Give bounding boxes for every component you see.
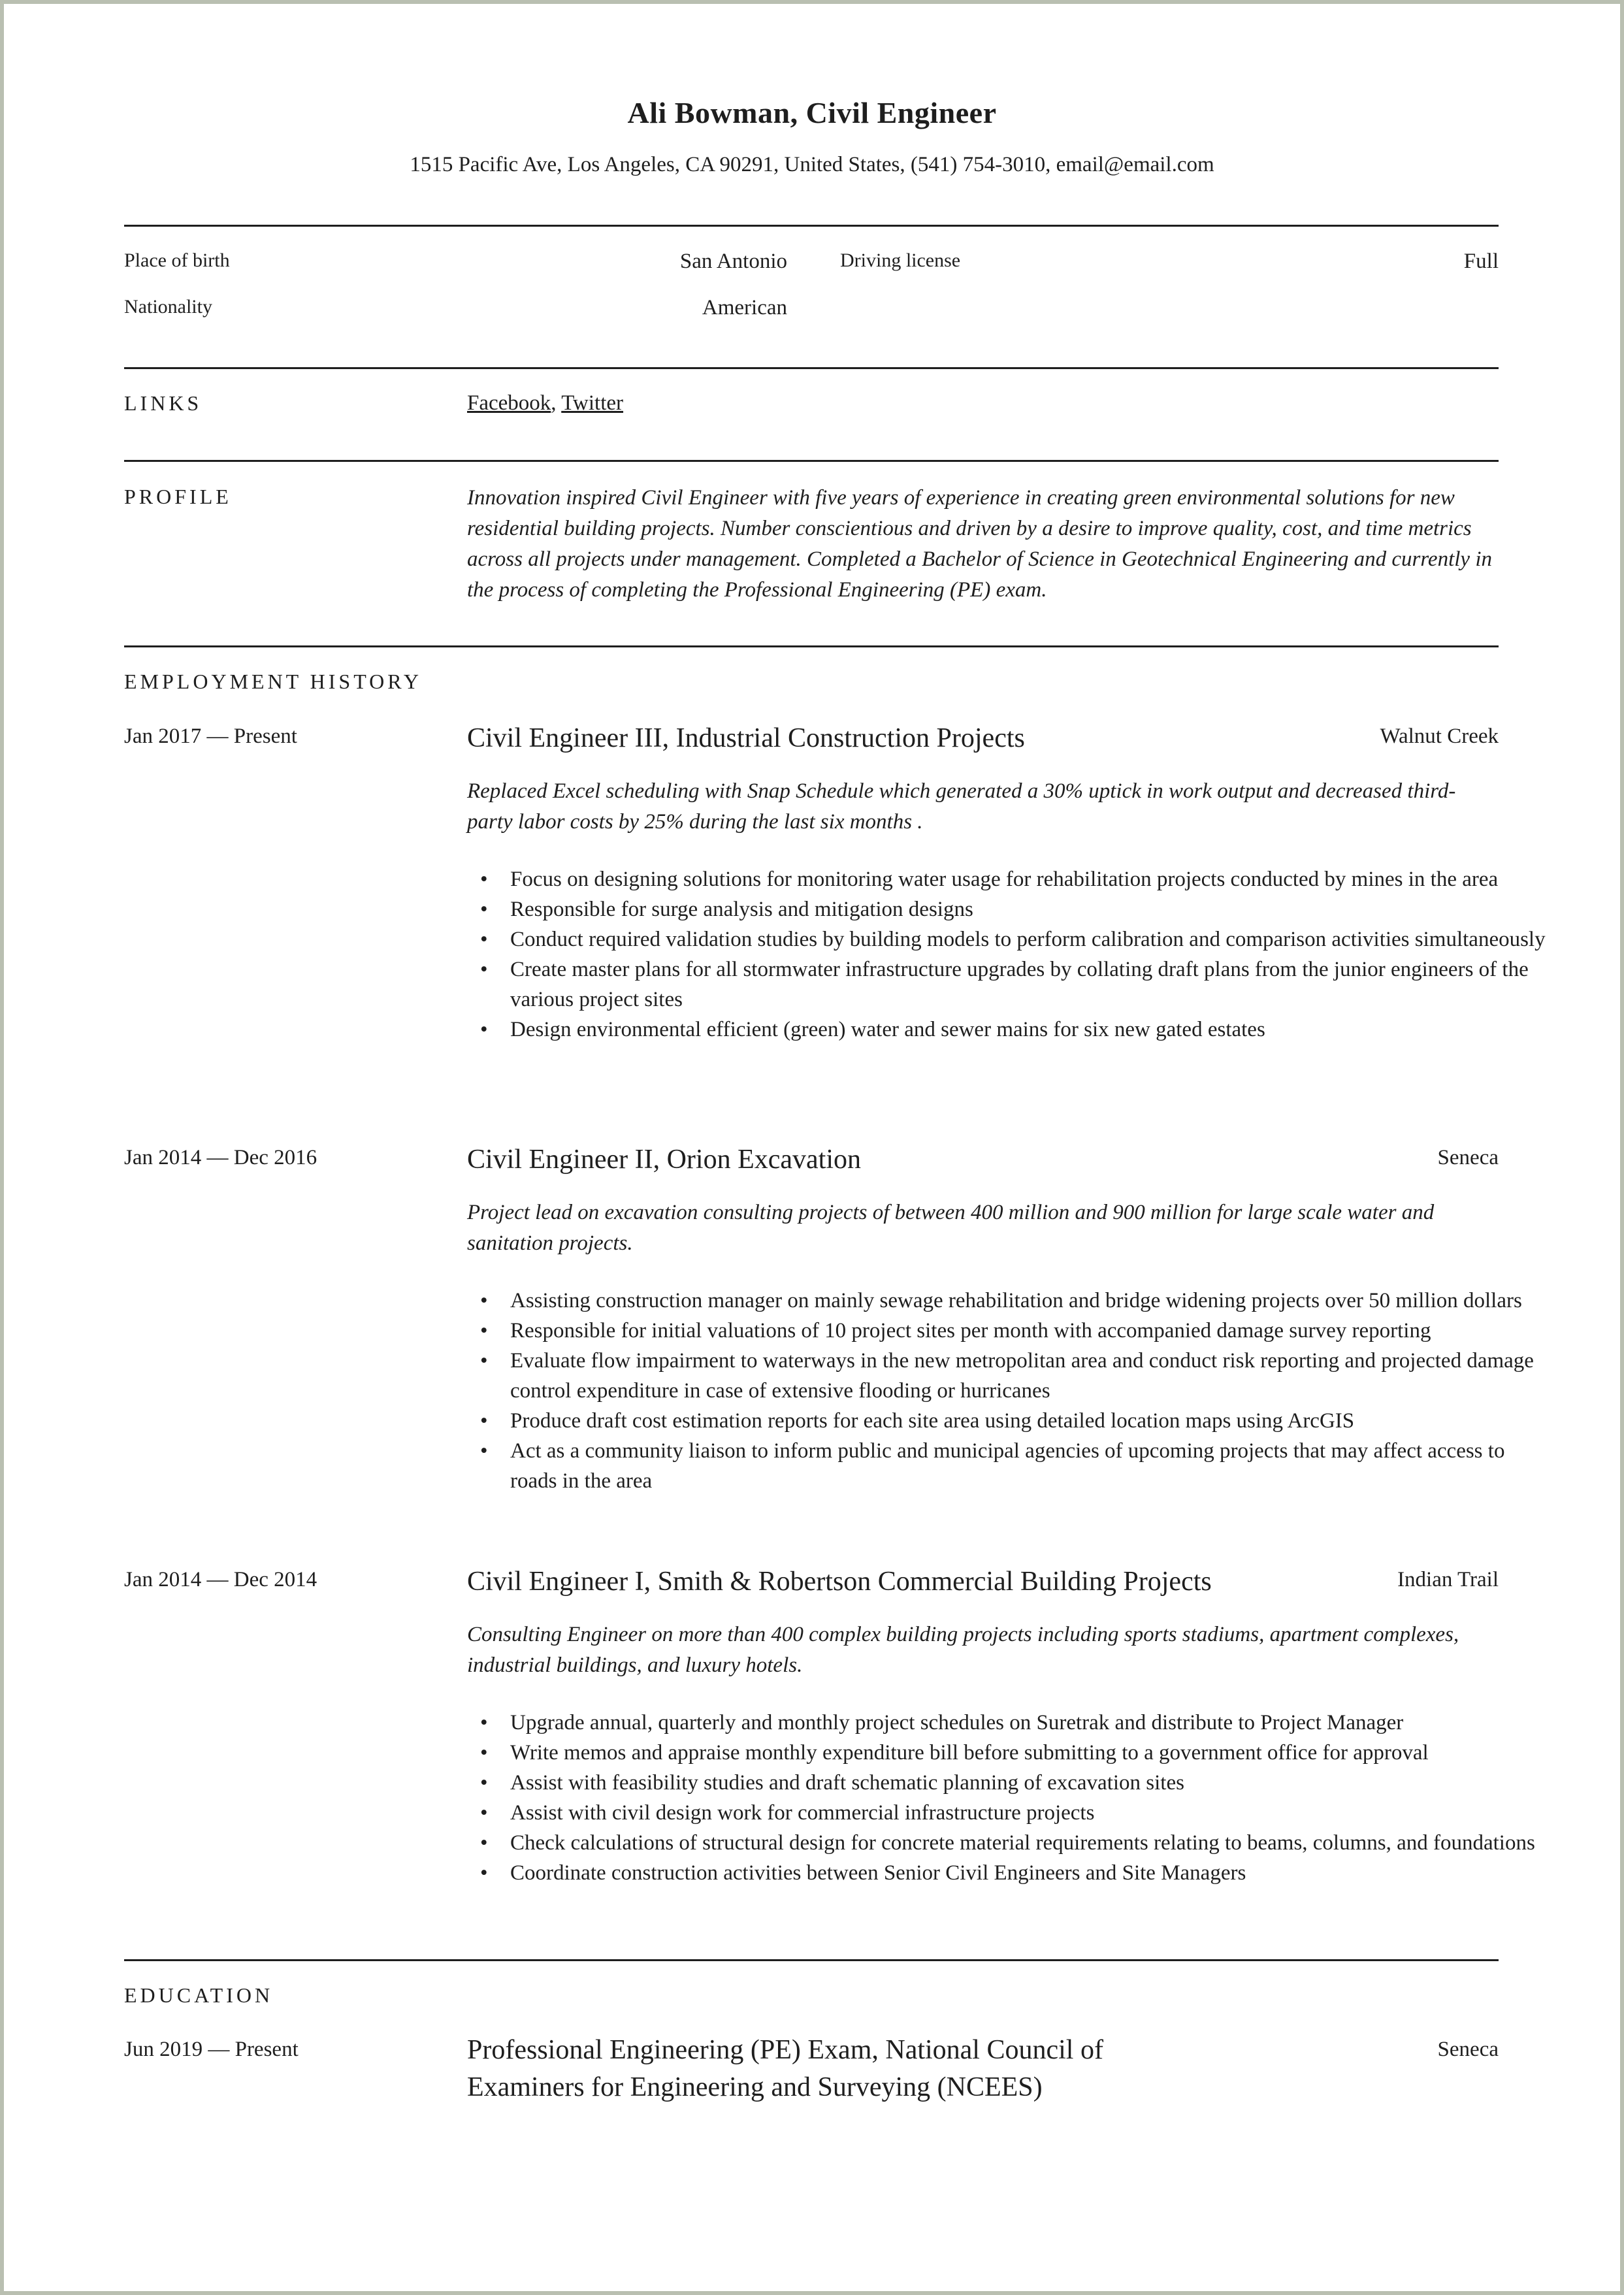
links-heading: LINKS xyxy=(124,391,203,415)
driving-license-label: Driving license xyxy=(840,250,961,271)
place-of-birth-label: Place of birth xyxy=(124,250,230,271)
twitter-link[interactable]: Twitter xyxy=(561,391,624,415)
education-title-line: Professional Engineering (PE) Exam, National Council of xyxy=(467,2035,1103,2065)
links-list xyxy=(467,391,623,415)
profile-text: Innovation inspired Civil Engineer with five years of experience in creating green environmental solutions for new residential building projects. Number conscientious and driven by a desire to improve quality, cost, and time metrics across all projects under management. Completed a Bachelor of Science in Geotechnical Engineering and currently in the process of completing the Professional Engineering (PE) exam. xyxy=(467,486,1492,602)
list-item: • Produce draft cost estimation reports for each site area using detailed location maps using ArcGIS xyxy=(510,1406,1549,1436)
job-bullets xyxy=(467,1708,1549,1888)
employment-heading: EMPLOYMENT HISTORY xyxy=(124,670,422,693)
list-item: • Check calculations of structural design for concrete material requirements relating to beams, columns, and foundations xyxy=(510,1828,1549,1858)
job-title: Civil Engineer I, Smith & Robertson Commercial Building Projects xyxy=(467,1567,1212,1597)
job-location: Seneca xyxy=(1437,1146,1499,1169)
list-item: • Conduct required validation studies by building models to perform calibration and comparison activities simultaneously xyxy=(510,924,1549,954)
job-title: Civil Engineer II, Orion Excavation xyxy=(467,1145,861,1175)
job-summary: Project lead on excavation consulting projects of between 400 million and 900 million for large scale water and sanitation projects. xyxy=(467,1201,1435,1255)
education-heading: EDUCATION xyxy=(124,1983,274,2007)
divider xyxy=(124,645,1499,647)
list-item: • Create master plans for all stormwater infrastructure upgrades by collating draft plans from the junior engineers of the various project sites xyxy=(510,954,1549,1015)
job-location: Walnut Creek xyxy=(1380,724,1499,748)
divider xyxy=(124,1959,1499,1961)
list-item: • Evaluate flow impairment to waterways in the new metropolitan area and conduct risk reporting and projected damage control expenditure in case of extensive flooding or hurricanes xyxy=(510,1346,1549,1406)
list-item: • Design environmental efficient (green) water and sewer mains for six new gated estates xyxy=(510,1015,1549,1045)
list-item: • Write memos and appraise monthly expenditure bill before submitting to a government office for approval xyxy=(510,1738,1549,1768)
list-item: • Focus on designing solutions for monitoring water usage for rehabilitation projects conducted by mines in the area xyxy=(510,864,1549,894)
job-bullets xyxy=(467,864,1549,1045)
candidate-name: Ali Bowman, Civil Engineer xyxy=(627,96,997,129)
place-of-birth-value: San Antonio xyxy=(679,250,787,273)
education-title xyxy=(467,2032,1251,2106)
list-item: • Upgrade annual, quarterly and monthly project schedules on Suretrak and distribute to Project Manager xyxy=(510,1708,1549,1738)
job-summary: Replaced Excel scheduling with Snap Schedule which generated a 30% uptick in work output and decreased third-party labor costs by 25% during the last six months . xyxy=(467,779,1456,834)
list-item: • Assisting construction manager on mainly sewage rehabilitation and bridge widening projects over 50 million dollars xyxy=(510,1286,1549,1316)
resume-page xyxy=(4,4,1620,2291)
contact-line: 1515 Pacific Ave, Los Angeles, CA 90291, United States, (541) 754-3010, email@email.com xyxy=(410,153,1214,176)
list-item: • Act as a community liaison to inform public and municipal agencies of upcoming projects that may affect access to roads in the area xyxy=(510,1436,1549,1496)
nationality-label: Nationality xyxy=(124,296,212,317)
job-dates: Jan 2014 — Dec 2016 xyxy=(124,1146,317,1169)
links-separator: , xyxy=(551,391,557,415)
job-title: Civil Engineer III, Industrial Construction Projects xyxy=(467,723,1025,753)
nationality-value: American xyxy=(702,296,787,319)
list-item: • Assist with feasibility studies and draft schematic planning of excavation sites xyxy=(510,1768,1549,1798)
list-item: • Coordinate construction activities between Senior Civil Engineers and Site Managers xyxy=(510,1858,1549,1888)
list-item: • Assist with civil design work for commercial infrastructure projects xyxy=(510,1798,1549,1828)
job-location: Indian Trail xyxy=(1397,1568,1499,1591)
education-location: Seneca xyxy=(1437,2038,1499,2061)
job-summary: Consulting Engineer on more than 400 complex building projects including sports stadiums, apartment complexes, industrial buildings, and luxury hotels. xyxy=(467,1623,1459,1677)
education-title-line: Examiners for Engineering and Surveying (NCEES) xyxy=(467,2072,1043,2102)
job-bullets xyxy=(467,1286,1549,1496)
divider xyxy=(124,367,1499,369)
divider xyxy=(124,225,1499,227)
driving-license-value: Full xyxy=(1463,250,1499,273)
education-dates: Jun 2019 — Present xyxy=(124,2038,299,2061)
list-item: • Responsible for initial valuations of 10 project sites per month with accompanied damage survey reporting xyxy=(510,1316,1549,1346)
job-dates: Jan 2014 — Dec 2014 xyxy=(124,1568,317,1591)
list-item: • Responsible for surge analysis and mitigation designs xyxy=(510,894,1549,924)
facebook-link[interactable]: Facebook xyxy=(467,391,551,415)
profile-heading: PROFILE xyxy=(124,485,232,508)
divider xyxy=(124,460,1499,462)
job-dates: Jan 2017 — Present xyxy=(124,724,297,748)
